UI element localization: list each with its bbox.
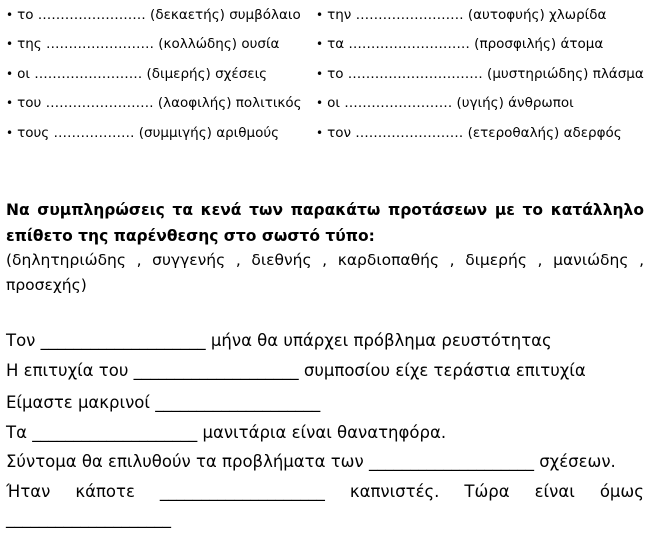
blank-field[interactable]: ____________________ (368, 452, 534, 471)
list-item: • τα ……………………… (προσφιλής) άτομα (316, 36, 604, 53)
exercise-2-instruction: Να συμπληρώσεις τα κενά των παρακάτω προτάσεων με το κατάλληλο επίθετο της παρένθεσης στο σωστό τύπο: (6, 201, 644, 245)
bullet-icon: • (6, 125, 14, 140)
blank-field[interactable]: ____________________ (133, 361, 299, 380)
bullet-icon: • (316, 8, 324, 22)
list-item: • το ………………………… (μυστηριώδης) πλάσμα (316, 65, 644, 82)
list-row (6, 3, 651, 32)
list-row (6, 121, 651, 150)
list-row (6, 32, 651, 61)
word-bank: (δηλητηριώδης , συγγενής , διεθνής , καρδιοπαθής , διμερής , μανιώδης , προσεχής) (6, 251, 644, 294)
sentence-1: Τον ____________________ μήνα θα υπάρχει πρόβλημα ρευστότητας (6, 331, 552, 350)
sentence-3: Είμαστε μακρινοί ____________________ (6, 393, 321, 412)
sentence-2: Η επιτυχία του ____________________ συμποσίου είχε τεράστια επιτυχία (6, 361, 586, 380)
blank-field[interactable]: ____________________ (32, 423, 198, 442)
sentence-6-continued (6, 509, 644, 528)
sentence-6: Ήταν κάποτε ____________________ καπνιστές. Τώρα είναι όμως (6, 482, 644, 501)
list-item: • τον …………………… (ετεροθαλής) αδερφός (316, 124, 622, 141)
sentence-5: Σύντομα θα επιλυθούν τα προβλήματα των ____________________ σχέσεων. (6, 452, 616, 471)
blank-field[interactable]: ____________________ (159, 482, 325, 501)
bullet-icon: • (6, 66, 14, 81)
list-item: • τους ……………… (συμμιγής) αριθμούς (6, 124, 280, 141)
list-item: • οι …………………… (υγιής) άνθρωποι (316, 95, 574, 112)
bullet-icon: • (316, 66, 324, 81)
bullet-icon: • (6, 37, 14, 52)
sentence-4: Τα ____________________ μανιτάρια είναι θανατηφόρα. (6, 423, 447, 442)
list-item: • το …………………… (δεκαετής) συμβόλαιο (6, 7, 301, 23)
blank-field[interactable]: ____________________ (155, 393, 321, 412)
list-item: • της …………………… (κολλώδης) ουσία (6, 36, 280, 53)
bullet-icon: • (316, 96, 324, 111)
bullet-icon: • (6, 96, 14, 111)
bullet-icon: • (316, 37, 324, 52)
bullet-icon: • (316, 125, 324, 140)
blank-field[interactable]: ____________________ (6, 509, 171, 528)
list-item: • την …………………… (αυτοφυής) χλωρίδα (316, 7, 607, 23)
exercise-1-list (6, 3, 651, 150)
list-row (6, 91, 651, 120)
bullet-icon: • (6, 8, 14, 22)
list-item: • του …………………… (λαοφιλής) πολιτικός (6, 95, 302, 112)
blank-field[interactable]: ____________________ (40, 331, 206, 350)
list-row (6, 62, 651, 91)
list-item: • οι …………………… (διμερής) σχέσεις (6, 65, 268, 82)
